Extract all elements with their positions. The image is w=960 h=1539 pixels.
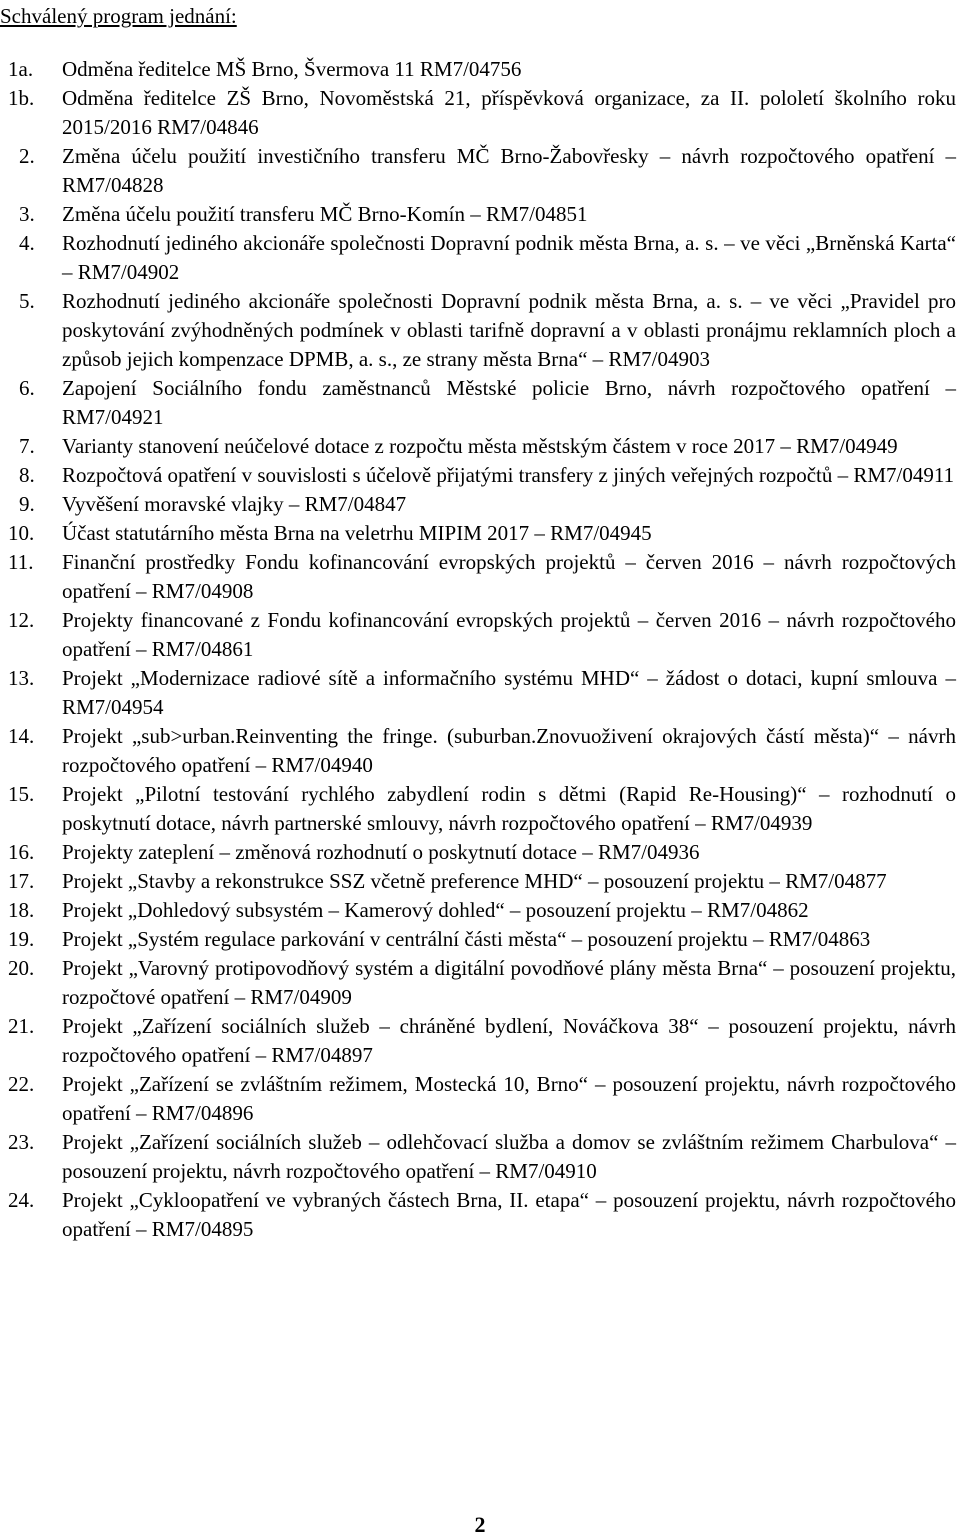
agenda-item-text: Projekt „Modernizace radiové sítě a informačního systému MHD“ – žádost o dotaci, kupní smlouva – RM7/04954 xyxy=(62,666,956,719)
agenda-item-number: 23. xyxy=(8,1130,35,1154)
agenda-item xyxy=(0,519,956,548)
agenda-item xyxy=(0,954,956,1012)
agenda-item-number: 7. xyxy=(19,434,35,458)
agenda-item-number: 19. xyxy=(8,927,35,951)
agenda-item-text: Vyvěšení moravské vlajky – RM7/04847 xyxy=(62,492,407,516)
agenda-item xyxy=(0,896,956,925)
agenda-item-text: Projekt „Varovný protipovodňový systém a digitální povodňové plány města Brna“ – posouzení projektu, rozpočtové opatření – RM7/04909 xyxy=(62,956,956,1009)
agenda-item-number: 13. xyxy=(8,666,35,690)
agenda-item xyxy=(0,55,956,84)
agenda-item-number: 6. xyxy=(19,376,35,400)
agenda-item xyxy=(0,548,956,606)
agenda-item-text: Projekt „sub>urban.Reinventing the fringe. (suburban.Znovuoživení okrajových částí města)“ – návrh rozpočtového opatření – RM7/04940 xyxy=(62,724,956,777)
page-number: 2 xyxy=(474,1512,486,1537)
agenda-item-text: Zapojení Sociálního fondu zaměstnanců Městské policie Brno, návrh rozpočtového opatření – RM7/04921 xyxy=(62,376,956,429)
agenda-item xyxy=(0,1128,956,1186)
agenda-item-text: Projekt „Zařízení se zvláštním režimem, Mostecká 10, Brno“ – posouzení projektu, návrh rozpočtového opatření – RM7/04896 xyxy=(62,1072,956,1125)
agenda-item-number: 20. xyxy=(8,956,35,980)
agenda-item-text: Odměna ředitelce ZŠ Brno, Novoměstská 21, příspěvková organizace, za II. pololetí školního roku 2015/2016 RM7/04846 xyxy=(62,86,956,139)
agenda-item xyxy=(0,1186,956,1244)
agenda-item-text: Rozhodnutí jediného akcionáře společnosti Dopravní podnik města Brna, a. s. – ve věci „Pravidel pro poskytování zvýhodněných podmínek v oblasti tarifně dopravní a v oblasti pronájmu reklamních ploch a způsob jejich kompenzace DPMB, a. s., ze strany města Brna“ – RM7/04903 xyxy=(62,289,956,371)
agenda-item-number: 16. xyxy=(8,840,35,864)
agenda-item xyxy=(0,1012,956,1070)
agenda-item-text: Změna účelu použití transferu MČ Brno-Komín – RM7/04851 xyxy=(62,202,588,226)
agenda-item-text: Účast statutárního města Brna na veletrhu MIPIM 2017 – RM7/04945 xyxy=(62,521,652,545)
agenda-item-text: Projekt „Pilotní testování rychlého zabydlení rodin s dětmi (Rapid Re-Housing)“ – rozhodnutí o poskytnutí dotace, návrh partnerské smlouvy, návrh rozpočtového opatření – RM7/04939 xyxy=(62,782,956,835)
agenda-item-number: 11. xyxy=(8,550,34,574)
agenda-item xyxy=(0,925,956,954)
agenda-item xyxy=(0,1070,956,1128)
agenda-item-number: 2. xyxy=(19,144,35,168)
agenda-item xyxy=(0,229,956,287)
agenda-item xyxy=(0,606,956,664)
agenda-item-number: 10. xyxy=(8,521,35,545)
agenda-item xyxy=(0,374,956,432)
agenda-item-text: Projekt „Zařízení sociálních služeb – chráněné bydlení, Nováčkova 38“ – posouzení projektu, návrh rozpočtového opatření – RM7/04897 xyxy=(62,1014,956,1067)
agenda-item-number: 18. xyxy=(8,898,35,922)
agenda-item-number: 22. xyxy=(8,1072,35,1096)
agenda-item-number: 9. xyxy=(19,492,35,516)
agenda-item-text: Rozhodnutí jediného akcionáře společnosti Dopravní podnik města Brna, a. s. – ve věci „Brněnská Karta“ – RM7/04902 xyxy=(62,231,956,284)
agenda-item-text: Odměna ředitelce MŠ Brno, Švermova 11 RM7/04756 xyxy=(62,57,522,81)
agenda-item-number: 3. xyxy=(19,202,35,226)
agenda-item xyxy=(0,142,956,200)
agenda-item-text: Projekt „Cykloopatření ve vybraných částech Brna, II. etapa“ – posouzení projektu, návrh rozpočtového opatření – RM7/04895 xyxy=(62,1188,956,1241)
agenda-item-number: 1b. xyxy=(8,86,35,110)
agenda-item-text: Projekt „Dohledový subsystém – Kamerový dohled“ – posouzení projektu – RM7/04862 xyxy=(62,898,809,922)
agenda-item-number: 24. xyxy=(8,1188,35,1212)
agenda-item xyxy=(0,867,956,896)
agenda-item-number: 21. xyxy=(8,1014,35,1038)
agenda-item-number: 12. xyxy=(8,608,35,632)
agenda-item xyxy=(0,461,956,490)
page-title: Schválený program jednání: xyxy=(0,4,237,28)
agenda-item-text: Finanční prostředky Fondu kofinancování evropských projektů – červen 2016 – návrh rozpočtových opatření – RM7/04908 xyxy=(62,550,956,603)
agenda-item-text: Projekty zateplení – změnová rozhodnutí o poskytnutí dotace – RM7/04936 xyxy=(62,840,700,864)
agenda-item xyxy=(0,664,956,722)
agenda-item-number: 15. xyxy=(8,782,35,806)
agenda-item-number: 1a. xyxy=(8,57,34,81)
agenda-item-number: 17. xyxy=(8,869,35,893)
agenda-item-text: Projekt „Stavby a rekonstrukce SSZ včetně preference MHD“ – posouzení projektu – RM7/04877 xyxy=(62,869,887,893)
agenda-item-text: Rozpočtová opatření v souvislosti s účelově přijatými transfery z jiných veřejných rozpočtů – RM7/04911 xyxy=(62,463,955,487)
agenda-item-number: 8. xyxy=(19,463,35,487)
agenda-item xyxy=(0,722,956,780)
agenda-item-number: 4. xyxy=(19,231,35,255)
agenda-item xyxy=(0,200,956,229)
agenda-item xyxy=(0,490,956,519)
agenda-item-text: Projekt „Systém regulace parkování v centrální části města“ – posouzení projektu – RM7/04863 xyxy=(62,927,871,951)
agenda-item-text: Změna účelu použití investičního transferu MČ Brno-Žabovřesky – návrh rozpočtového opatření – RM7/04828 xyxy=(62,144,956,197)
agenda-item-text: Projekty financované z Fondu kofinancování evropských projektů – červen 2016 – návrh rozpočtového opatření – RM7/04861 xyxy=(62,608,956,661)
agenda-item-number: 5. xyxy=(19,289,35,313)
agenda-item xyxy=(0,432,956,461)
agenda-item-number: 14. xyxy=(8,724,35,748)
agenda-item xyxy=(0,287,956,374)
agenda-item xyxy=(0,780,956,838)
agenda-list xyxy=(0,55,956,1244)
agenda-item-text: Varianty stanovení neúčelové dotace z rozpočtu města městským částem v roce 2017 – RM7/04949 xyxy=(62,434,898,458)
agenda-item-text: Projekt „Zařízení sociálních služeb – odlehčovací služba a domov se zvláštním režimem Charbulova“ – posouzení projektu, návrh rozpočtového opatření – RM7/04910 xyxy=(62,1130,956,1183)
agenda-item xyxy=(0,84,956,142)
agenda-item xyxy=(0,838,956,867)
